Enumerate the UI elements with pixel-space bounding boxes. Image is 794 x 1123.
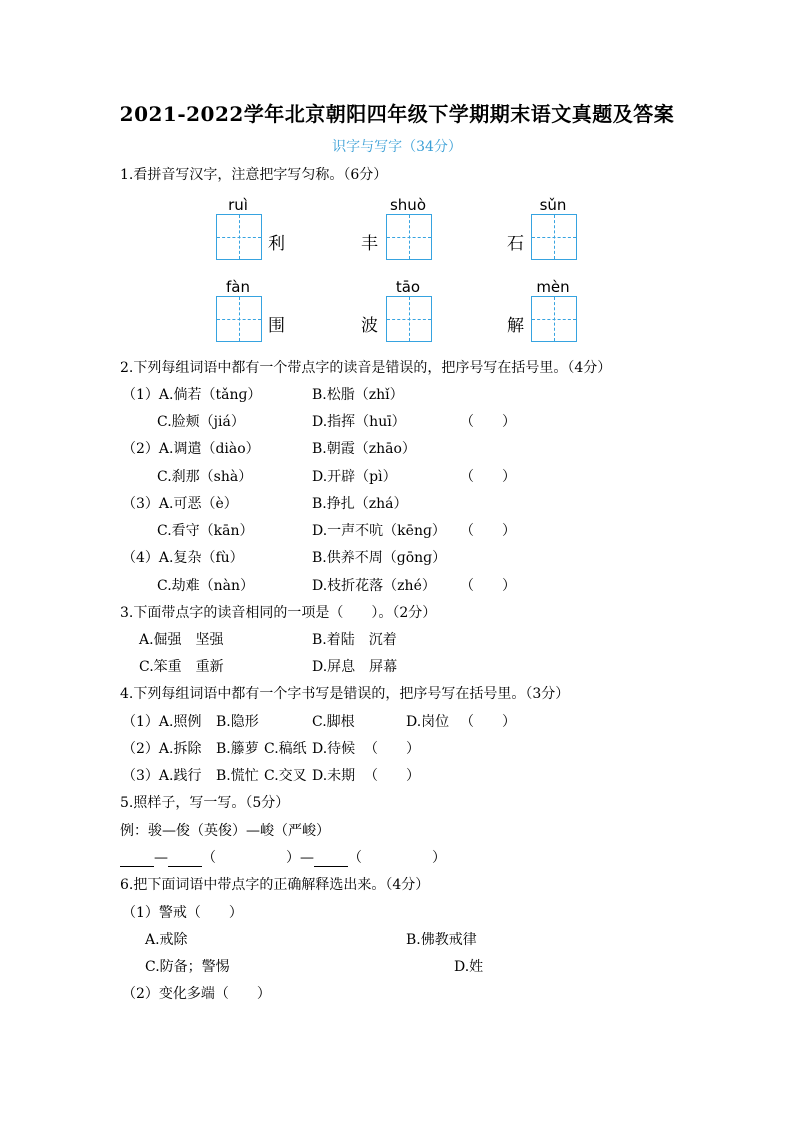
q6-option-a: A.戒除: [145, 932, 188, 948]
q6-sub-2: （2）变化多端（ ）: [122, 986, 271, 1002]
hint-char: 围: [268, 316, 285, 336]
answer-paren[interactable]: （ ）: [202, 850, 300, 866]
q4-option: D.未期: [312, 768, 356, 784]
answer-paren[interactable]: （ ）: [348, 850, 446, 866]
q2-option: C.看守（kān）: [157, 523, 254, 539]
pinyin-label: sǔn: [539, 196, 567, 214]
q2-option: C.脸颊（jiá）: [157, 414, 245, 430]
pinyin-label: fàn: [226, 278, 250, 296]
q4-option: （3）A.践行: [122, 768, 202, 784]
q5-answer-line: [120, 849, 446, 867]
writing-grid[interactable]: [216, 296, 262, 342]
q3-option-c: C.笨重 重新: [139, 659, 224, 675]
q4-option: B.慌忙: [216, 768, 259, 784]
q2-option: D.一声不吭（kēnɡ）: [312, 523, 446, 539]
hint-char: 丰: [361, 234, 378, 254]
writing-grid[interactable]: [386, 214, 432, 260]
hint-char: 利: [268, 234, 285, 254]
q2-option: （4）A.复杂（fù）: [122, 550, 244, 566]
q5-example: 例：骏—俊（英俊）—峻（严峻）: [120, 823, 330, 839]
q4-option: （2）A.拆除: [122, 741, 202, 757]
q4-option: C.交叉: [264, 768, 307, 784]
writing-grid[interactable]: [386, 296, 432, 342]
answer-paren[interactable]: （ ）: [460, 714, 516, 730]
writing-grid[interactable]: [531, 296, 577, 342]
pinyin-label: shuò: [389, 196, 426, 214]
writing-grid[interactable]: [216, 214, 262, 260]
q4-option: B.隐形: [216, 714, 259, 730]
q2-option: B.松脂（zhǐ）: [312, 387, 404, 403]
answer-paren[interactable]: （ ）: [460, 469, 516, 485]
q4-option: D.待候: [312, 741, 356, 757]
blank-line[interactable]: [314, 852, 348, 867]
q3-stem: 3.下面带点字的读音相同的一项是（ ）。（2分）: [120, 605, 437, 621]
pinyin-label: mèn: [536, 278, 570, 296]
q2-option: B.供养不周（ɡōnɡ）: [312, 550, 447, 566]
q2-option: D.指挥（huī）: [312, 414, 406, 430]
q4-option: B.籐萝: [216, 741, 259, 757]
answer-paren[interactable]: （ ）: [364, 768, 420, 784]
q4-option: D.岗位: [406, 714, 450, 730]
q3-option-b: B.着陆 沉着: [312, 632, 397, 648]
q2-option: （2）A.调遣（diào）: [122, 441, 260, 457]
q2-option: C.劫难（nàn）: [157, 578, 255, 594]
q6-option-d: D.姓: [454, 959, 484, 975]
q6-sub-1: （1）警戒（ ）: [122, 905, 243, 921]
q2-option: B.朝霞（zhāo）: [312, 441, 416, 457]
q4-option: C.稿纸: [264, 741, 307, 757]
q2-option: （3）A.可恶（è）: [122, 496, 238, 512]
q3-option-a: A.倔强 坚强: [139, 632, 224, 648]
q2-option: D.枝折花落（zhé）: [312, 578, 436, 594]
page-title: 2021-2022学年北京朝阳四年级下学期期末语文真题及答案: [119, 102, 675, 126]
q2-option: B.挣扎（zhá）: [312, 496, 408, 512]
q2-option: C.刹那（shà）: [157, 469, 253, 485]
answer-paren[interactable]: （ ）: [364, 741, 420, 757]
q6-option-b: B.佛教戒律: [406, 932, 477, 948]
q3-option-d: D.屏息 屏幕: [312, 659, 398, 675]
writing-grid[interactable]: [531, 214, 577, 260]
pinyin-label: ruì: [228, 196, 248, 214]
answer-paren[interactable]: （ ）: [460, 523, 516, 539]
hint-char: 波: [361, 316, 378, 336]
q5-stem: 5.照样子，写一写。（5分）: [120, 795, 290, 811]
q4-stem: 4.下列每组词语中都有一个字书写是错误的，把序号写在括号里。（3分）: [120, 686, 570, 702]
answer-paren[interactable]: （ ）: [460, 578, 516, 594]
blank-line[interactable]: [168, 852, 202, 867]
q6-stem: 6.把下面词语中带点字的正确解释选出来。（4分）: [120, 877, 430, 893]
q2-stem: 2.下列每组词语中都有一个带点字的读音是错误的，把序号写在括号里。（4分）: [120, 360, 612, 376]
q4-option: C.脚根: [312, 714, 355, 730]
q6-option-c: C.防备；警惕: [145, 959, 230, 975]
q2-option: （1）A.倘若（tǎnɡ）: [122, 387, 262, 403]
dash: —: [154, 850, 168, 866]
dash: —: [300, 850, 314, 866]
q4-option: （1）A.照例: [122, 714, 202, 730]
answer-paren[interactable]: （ ）: [460, 414, 516, 430]
blank-line[interactable]: [120, 852, 154, 867]
pinyin-label: tāo: [395, 278, 421, 296]
hint-char: 解: [507, 316, 524, 336]
q2-option: D.开辟（pì）: [312, 469, 397, 485]
section-heading: 识字与写字（34分）: [332, 139, 462, 155]
hint-char: 石: [507, 234, 524, 254]
q1-stem: 1.看拼音写汉字，注意把字写匀称。（6分）: [120, 167, 388, 183]
